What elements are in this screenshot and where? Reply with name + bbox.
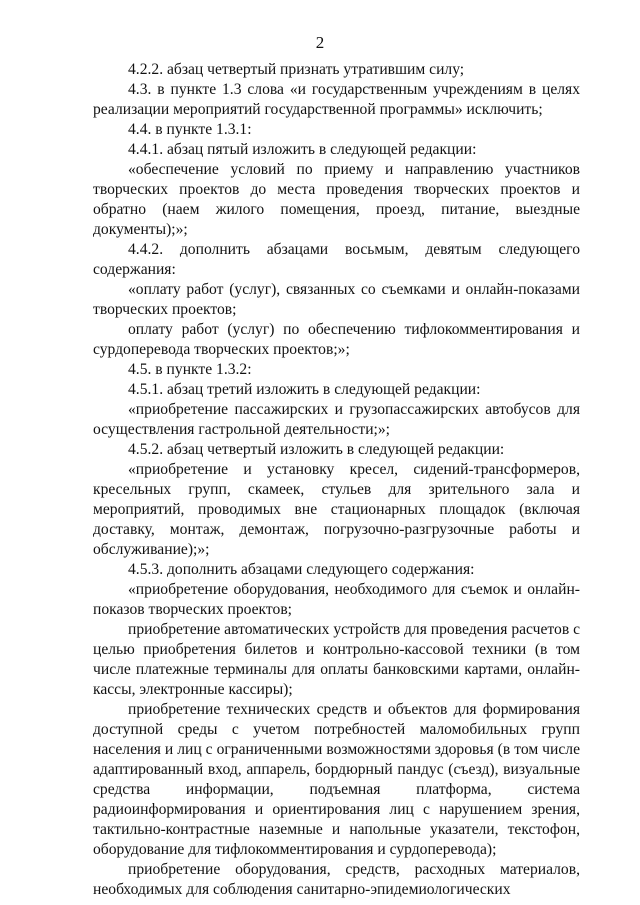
paragraph: 4.5. в пункте 1.3.2: bbox=[128, 361, 252, 378]
paragraph: 4.4.1. абзац пятый изложить в следующей редакции: bbox=[128, 141, 477, 158]
paragraph: 4.4. в пункте 1.3.1: bbox=[128, 121, 252, 138]
paragraph: «приобретение оборудования, необходимого для съемок и онлайн-показов творческих проектов; bbox=[93, 581, 580, 618]
paragraph: «приобретение и установку кресел, сидений-трансформеров, кресельных групп, скамеек, стульев для зрительного зала и мероприятий, проводимых вне стационарных площадок (включая доставку, монтаж, демонтаж, погрузочно-разгрузочные работы и обслуживание);»; bbox=[93, 461, 580, 558]
paragraph: «оплату работ (услуг), связанных со съемками и онлайн-показами творческих проектов; bbox=[93, 281, 580, 318]
paragraph: приобретение оборудования, средств, расходных материалов, необходимых для соблюдения санитарно-эпидемиологических bbox=[93, 861, 580, 898]
paragraph: 4.5.1. абзац третий изложить в следующей редакции: bbox=[128, 381, 481, 398]
paragraph: 4.3. в пункте 1.3 слова «и государственным учреждениям в целях реализации мероприятий государственной программы» исключить; bbox=[93, 81, 580, 118]
paragraph: оплату работ (услуг) по обеспечению тифлокомментирования и сурдоперевода творческих проектов;»; bbox=[93, 321, 580, 358]
paragraph: приобретение автоматических устройств для проведения расчетов с целью приобретения билетов и контрольно-кассовой техники (в том числе платежные терминалы для оплаты банковскими картами, онлайн-кассы, электронные кассиры); bbox=[93, 621, 580, 698]
page-number: 2 bbox=[315, 33, 325, 52]
paragraph: «обеспечение условий по приему и направлению участников творческих проектов до места проведения творческих проектов и обратно (наем жилого помещения, проезд, питание, выездные документы);»; bbox=[93, 161, 580, 238]
paragraph: 4.4.2. дополнить абзацами восьмым, девятым следующего содержания: bbox=[93, 241, 580, 278]
document-body bbox=[93, 60, 580, 900]
paragraph: приобретение технических средств и объектов для формирования доступной среды с учетом потребностей маломобильных групп населения и лиц с ограниченными возможностями здоровья (в том числе адаптированный вход, аппарель, бордюрный пандус (съезд), визуальные средства информации, подъемная платформа, система радиоинформирования и ориентирования лиц с нарушением зрения, тактильно-контрастные наземные и напольные указатели, текстофон, оборудование для тифлокомментирования и сурдоперевода); bbox=[93, 701, 580, 858]
paragraph: 4.2.2. абзац четвертый признать утратившим силу; bbox=[128, 61, 465, 78]
paragraph: 4.5.3. дополнить абзацами следующего содержания: bbox=[128, 561, 475, 578]
paragraph: «приобретение пассажирских и грузопассажирских автобусов для осуществления гастрольной деятельности;»; bbox=[93, 401, 580, 438]
paragraph: 4.5.2. абзац четвертый изложить в следующей редакции: bbox=[128, 441, 505, 458]
